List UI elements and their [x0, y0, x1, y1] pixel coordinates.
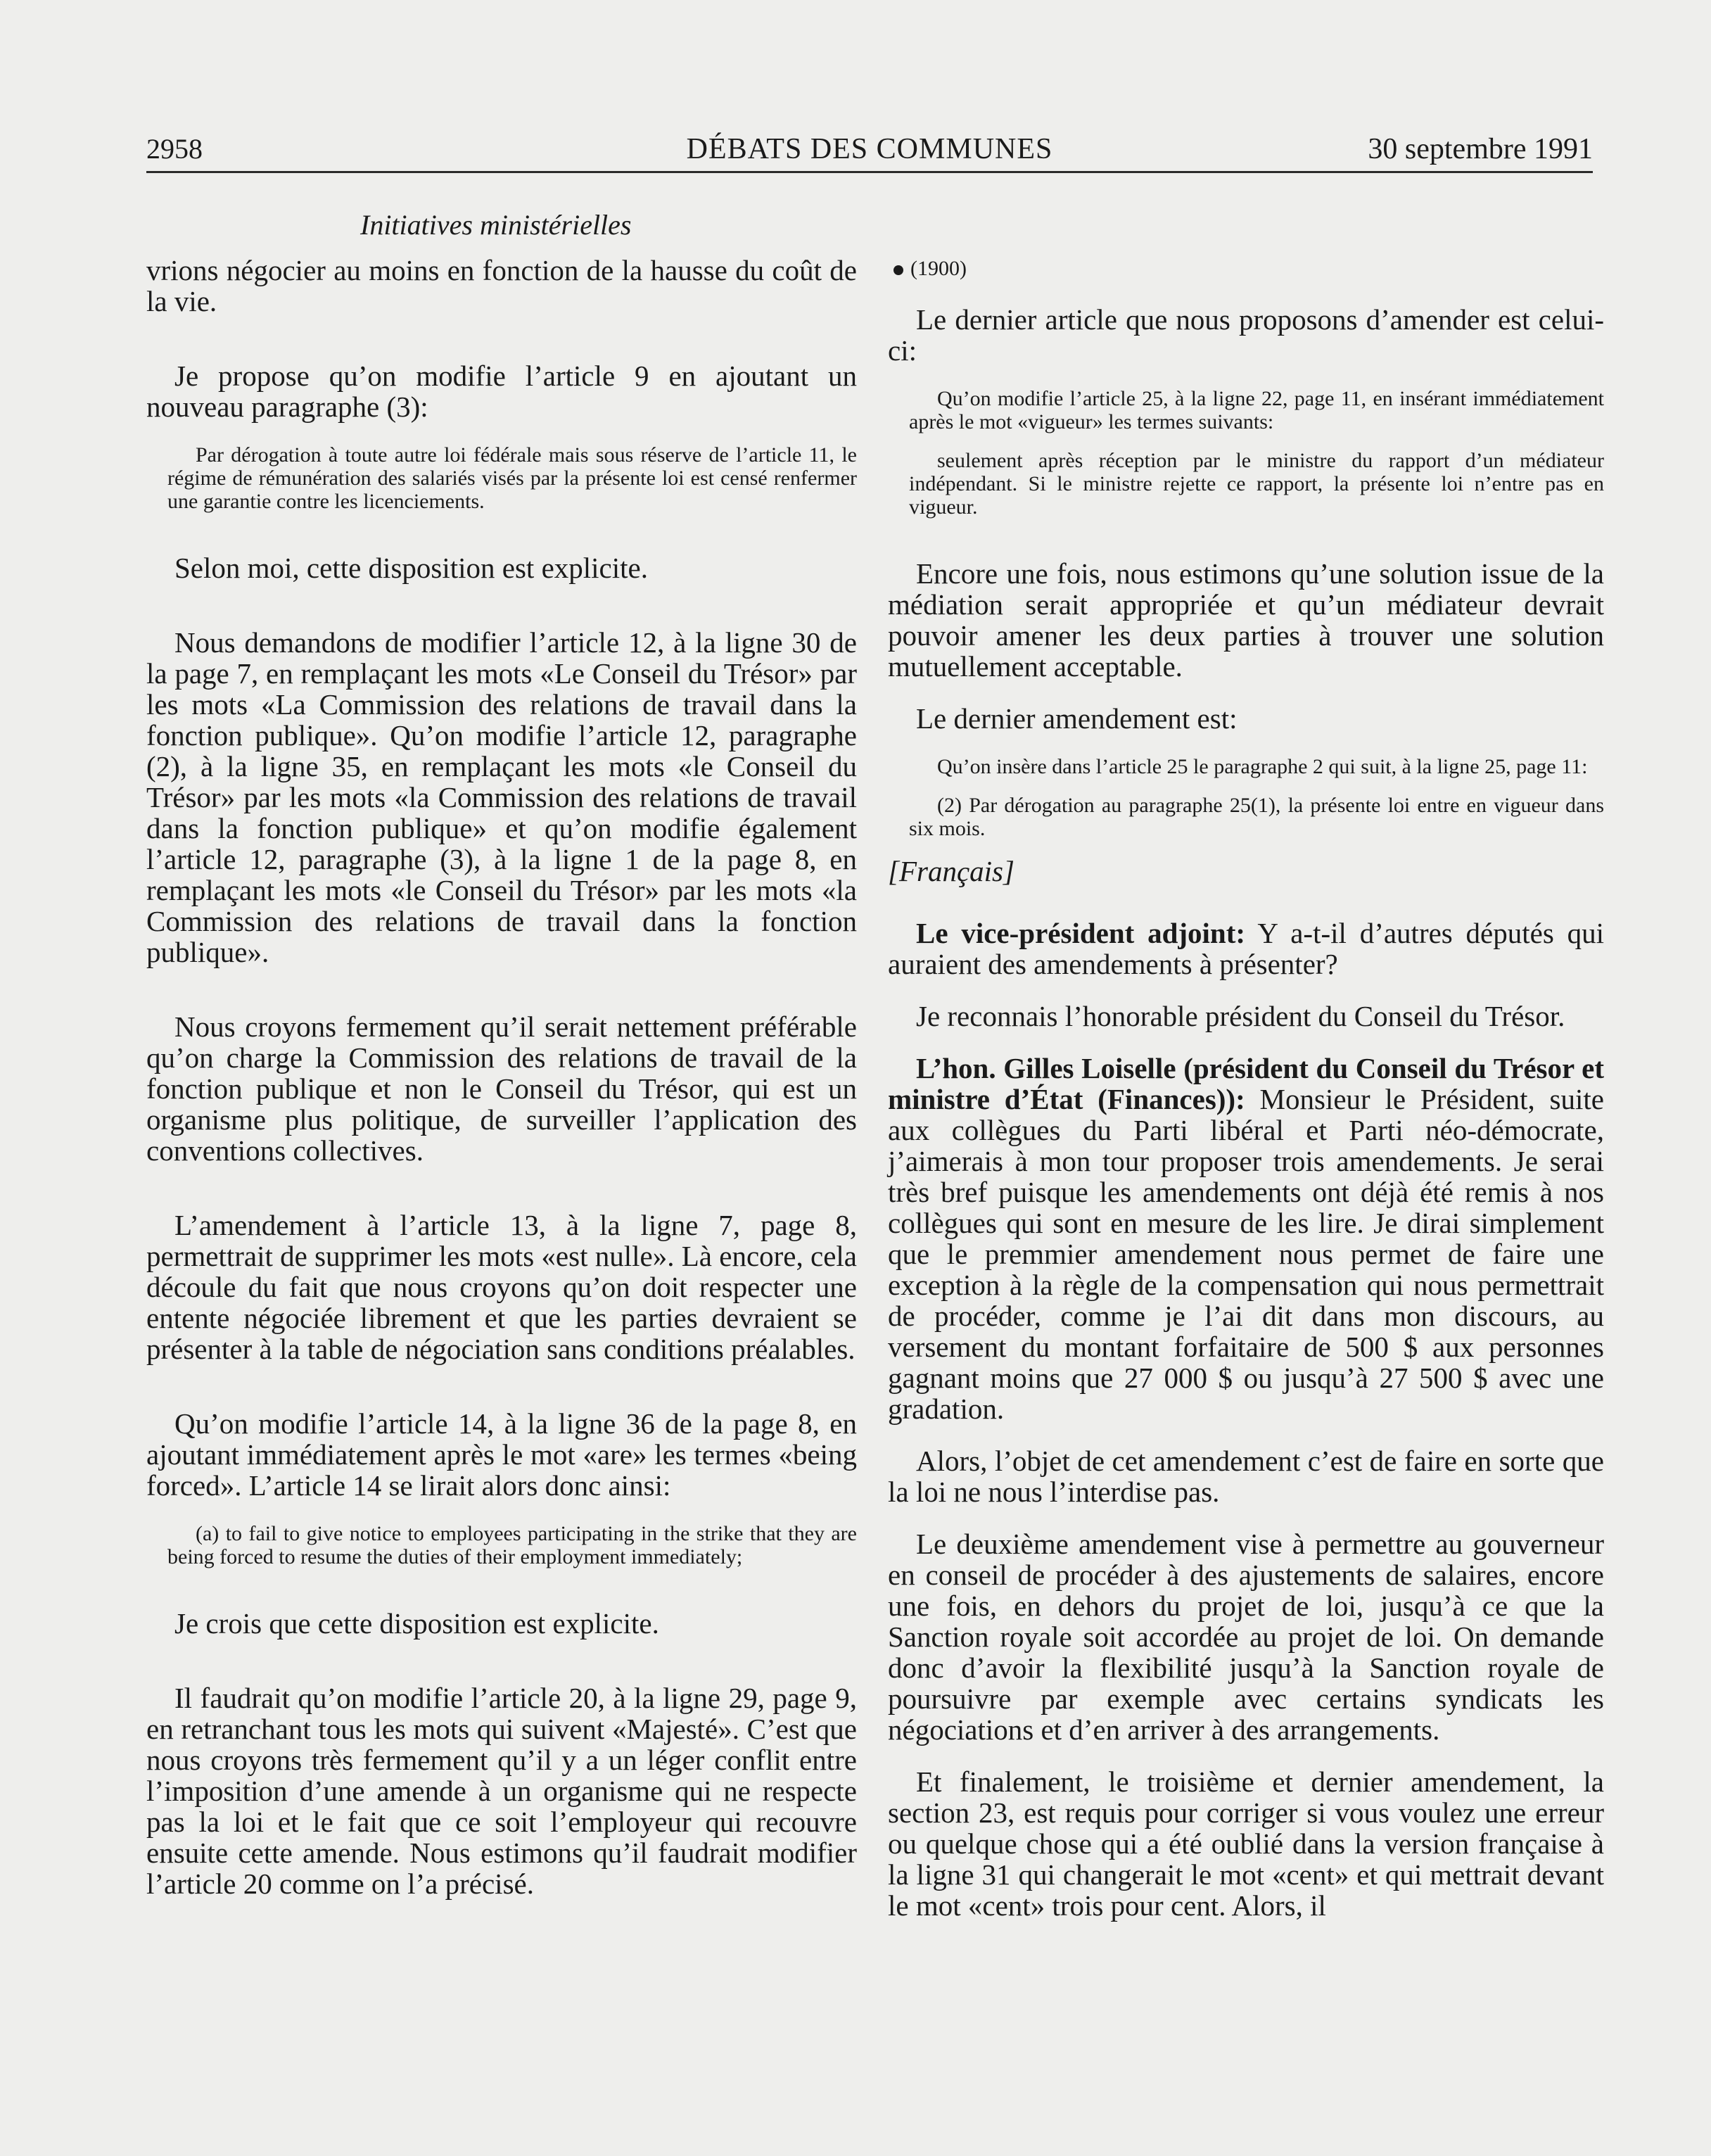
- quoted-text: (2) Par dérogation au paragraphe 25(1), la présente loi entre en vigueur dans six mois.: [909, 794, 1604, 840]
- paragraph: Je propose qu’on modifie l’article 9 en ajoutant un nouveau paragraphe (3):: [146, 360, 857, 423]
- quoted-text: (a) to fail to give notice to employees participating in the strike that they are being forced to resume the duties of their employment immediately;: [167, 1522, 857, 1568]
- paragraph: [888, 918, 1604, 979]
- header-rule: [146, 171, 1593, 173]
- right-column: [888, 255, 1604, 1942]
- paragraph: Le deuxième amendement vise à permettre au gouverneur en conseil de procéder à des ajustements de salaires, encore une fois, en dehors du projet de loi, jusqu’à ce que la Sanction royale soit accordée au projet de loi. On demande donc d’avoir la flexibilité jusqu’à la Sanction royale de poursuivre par exemple avec certains syndicats les négociations et d’en arriver à des arrangements.: [888, 1528, 1604, 1746]
- quoted-text: seulement après réception par le ministre du rapport d’un médiateur indépendant. Si le ministre rejette ce rapport, la présente loi n’entre pas en vigueur.: [909, 449, 1604, 519]
- time-text: (1900): [910, 257, 967, 280]
- language-marker: [Français]: [888, 855, 1014, 887]
- paragraph: Nous demandons de modifier l’article 12, à la ligne 30 de la page 7, en remplaçant les mots «Le Conseil du Trésor» par les mots «La Commission des relations de travail dans la fonction publique». Qu’on modifie l’article 12, paragraphe (2), à la ligne 35, en remplaçant les mots «le Conseil du Trésor» par les mots «la Commission des relations de travail dans la fonction publique» et qu’on modifie également l’article 12, paragraphe (3), à la ligne 1 de la page 8, en remplaçant les mots «le Conseil du Trésor» par les mots «la Commission des relations de travail dans la fonction publique».: [146, 626, 857, 968]
- speech-text: Monsieur le Président, suite aux collègues du Parti libéral et Parti néo-démocrate, j’aimerais à mon tour proposer trois amendements. Je serai très bref puisque les amendements ont déjà été remis à nos collègues qui sont en mesure de les lire. Je dirai simplement que le premmier amendement nous permet de faire une exception à la règle de la compensation qui nous permettrait de procéder, comme je l’ai dit dans mon discours, au versement du montant forfaitaire de 500 $ aux personnes gagnant moins que 27 000 $ ou jusqu’à 27 500 $ avec une gradation.: [888, 1083, 1604, 1425]
- paragraph: Je reconnais l’honorable président du Conseil du Trésor.: [916, 1000, 1565, 1032]
- paragraph: Et finalement, le troisième et dernier amendement, la section 23, est requis pour corriger si vous voulez une erreur ou quelque chose qui a été oublié dans la version française à la ligne 31 qui changerait le mot «cent» et qui mettrait devant le mot «cent» trois pour cent. Alors, il: [888, 1765, 1604, 1922]
- speech-text: Y a-t-il d’autres députés qui auraient des amendements à présenter?: [888, 917, 1604, 980]
- page-header: [146, 132, 1593, 170]
- paragraph: Je crois que cette disposition est explicite.: [174, 1607, 659, 1640]
- paragraph: Alors, l’objet de cet amendement c’est de faire en sorte que la loi ne nous l’interdise pas.: [888, 1445, 1604, 1508]
- publication-date: 30 septembre 1991: [1368, 133, 1593, 165]
- section-title: Initiatives ministérielles: [360, 209, 632, 241]
- quoted-text: Qu’on insère dans l’article 25 le paragraphe 2 qui suit, à la ligne 25, page 11:: [937, 755, 1588, 778]
- paragraph: Il faudrait qu’on modifie l’article 20, à la ligne 29, page 9, en retranchant tous les mots qui suivent «Majesté». C’est que nous croyons très fermement qu’il y a un léger conflit entre l’imposition d’une amende à un organisme qui ne respecte pas la loi et le fait que ce soit l’employeur qui recouvre ensuite cette amende. Nous estimons qu’il faudrait modifier l’article 20 comme on l’a précisé.: [146, 1682, 857, 1900]
- left-column: [146, 255, 857, 1943]
- paragraph: Encore une fois, nous estimons qu’une solution issue de la médiation serait appropriée et qu’un médiateur devrait pouvoir amener les deux parties à trouver une solution mutuellement acceptable.: [888, 557, 1604, 683]
- paragraph: Selon moi, cette disposition est explicite.: [174, 552, 648, 584]
- page-number: 2958: [146, 133, 203, 165]
- paragraph: L’amendement à l’article 13, à la ligne 7, page 8, permettrait de supprimer les mots «est nulle». Là encore, cela découle du fait que nous croyons qu’on doit respecter une entente négociée librement et que les parties devraient se présenter à la table de négociation sans conditions préalables.: [146, 1209, 857, 1365]
- speaker-name: Le vice-président adjoint:: [916, 917, 1246, 949]
- paragraph: Qu’on modifie l’article 14, à la ligne 36 de la page 8, en ajoutant immédiatement après le mot «are» les termes «being forced». L’article 14 se lirait alors donc ainsi:: [146, 1407, 857, 1502]
- paragraph: Le dernier article que nous proposons d’amender est celui-ci:: [888, 303, 1604, 367]
- paragraph: vrions négocier au moins en fonction de la hausse du coût de la vie.: [146, 254, 857, 317]
- bullet-icon: [893, 265, 903, 275]
- paragraph: Nous croyons fermement qu’il serait nettement préférable qu’on charge la Commission des relations de travail de la fonction publique et non le Conseil du Trésor, qui est un organisme plus politique, de surveiller l’application des conventions collectives.: [146, 1010, 857, 1167]
- quoted-text: Qu’on modifie l’article 25, à la ligne 22, page 11, en insérant immédiatement après le mot «vigueur» les termes suivants:: [909, 387, 1604, 433]
- quoted-text: Par dérogation à toute autre loi fédérale mais sous réserve de l’article 11, le régime de rémunération des salariés visés par la présente loi est censé renfermer une garantie contre les licenciements.: [167, 443, 857, 513]
- time-marker: [888, 255, 1604, 283]
- publication-title: DÉBATS DES COMMUNES: [686, 133, 1053, 165]
- speaker-name: L’hon. Gilles Loiselle (président du Conseil du Trésor et ministre d’État (Finances)):: [888, 1052, 1604, 1115]
- paragraph: [888, 1053, 1604, 1424]
- paragraph: Le dernier amendement est:: [916, 702, 1238, 735]
